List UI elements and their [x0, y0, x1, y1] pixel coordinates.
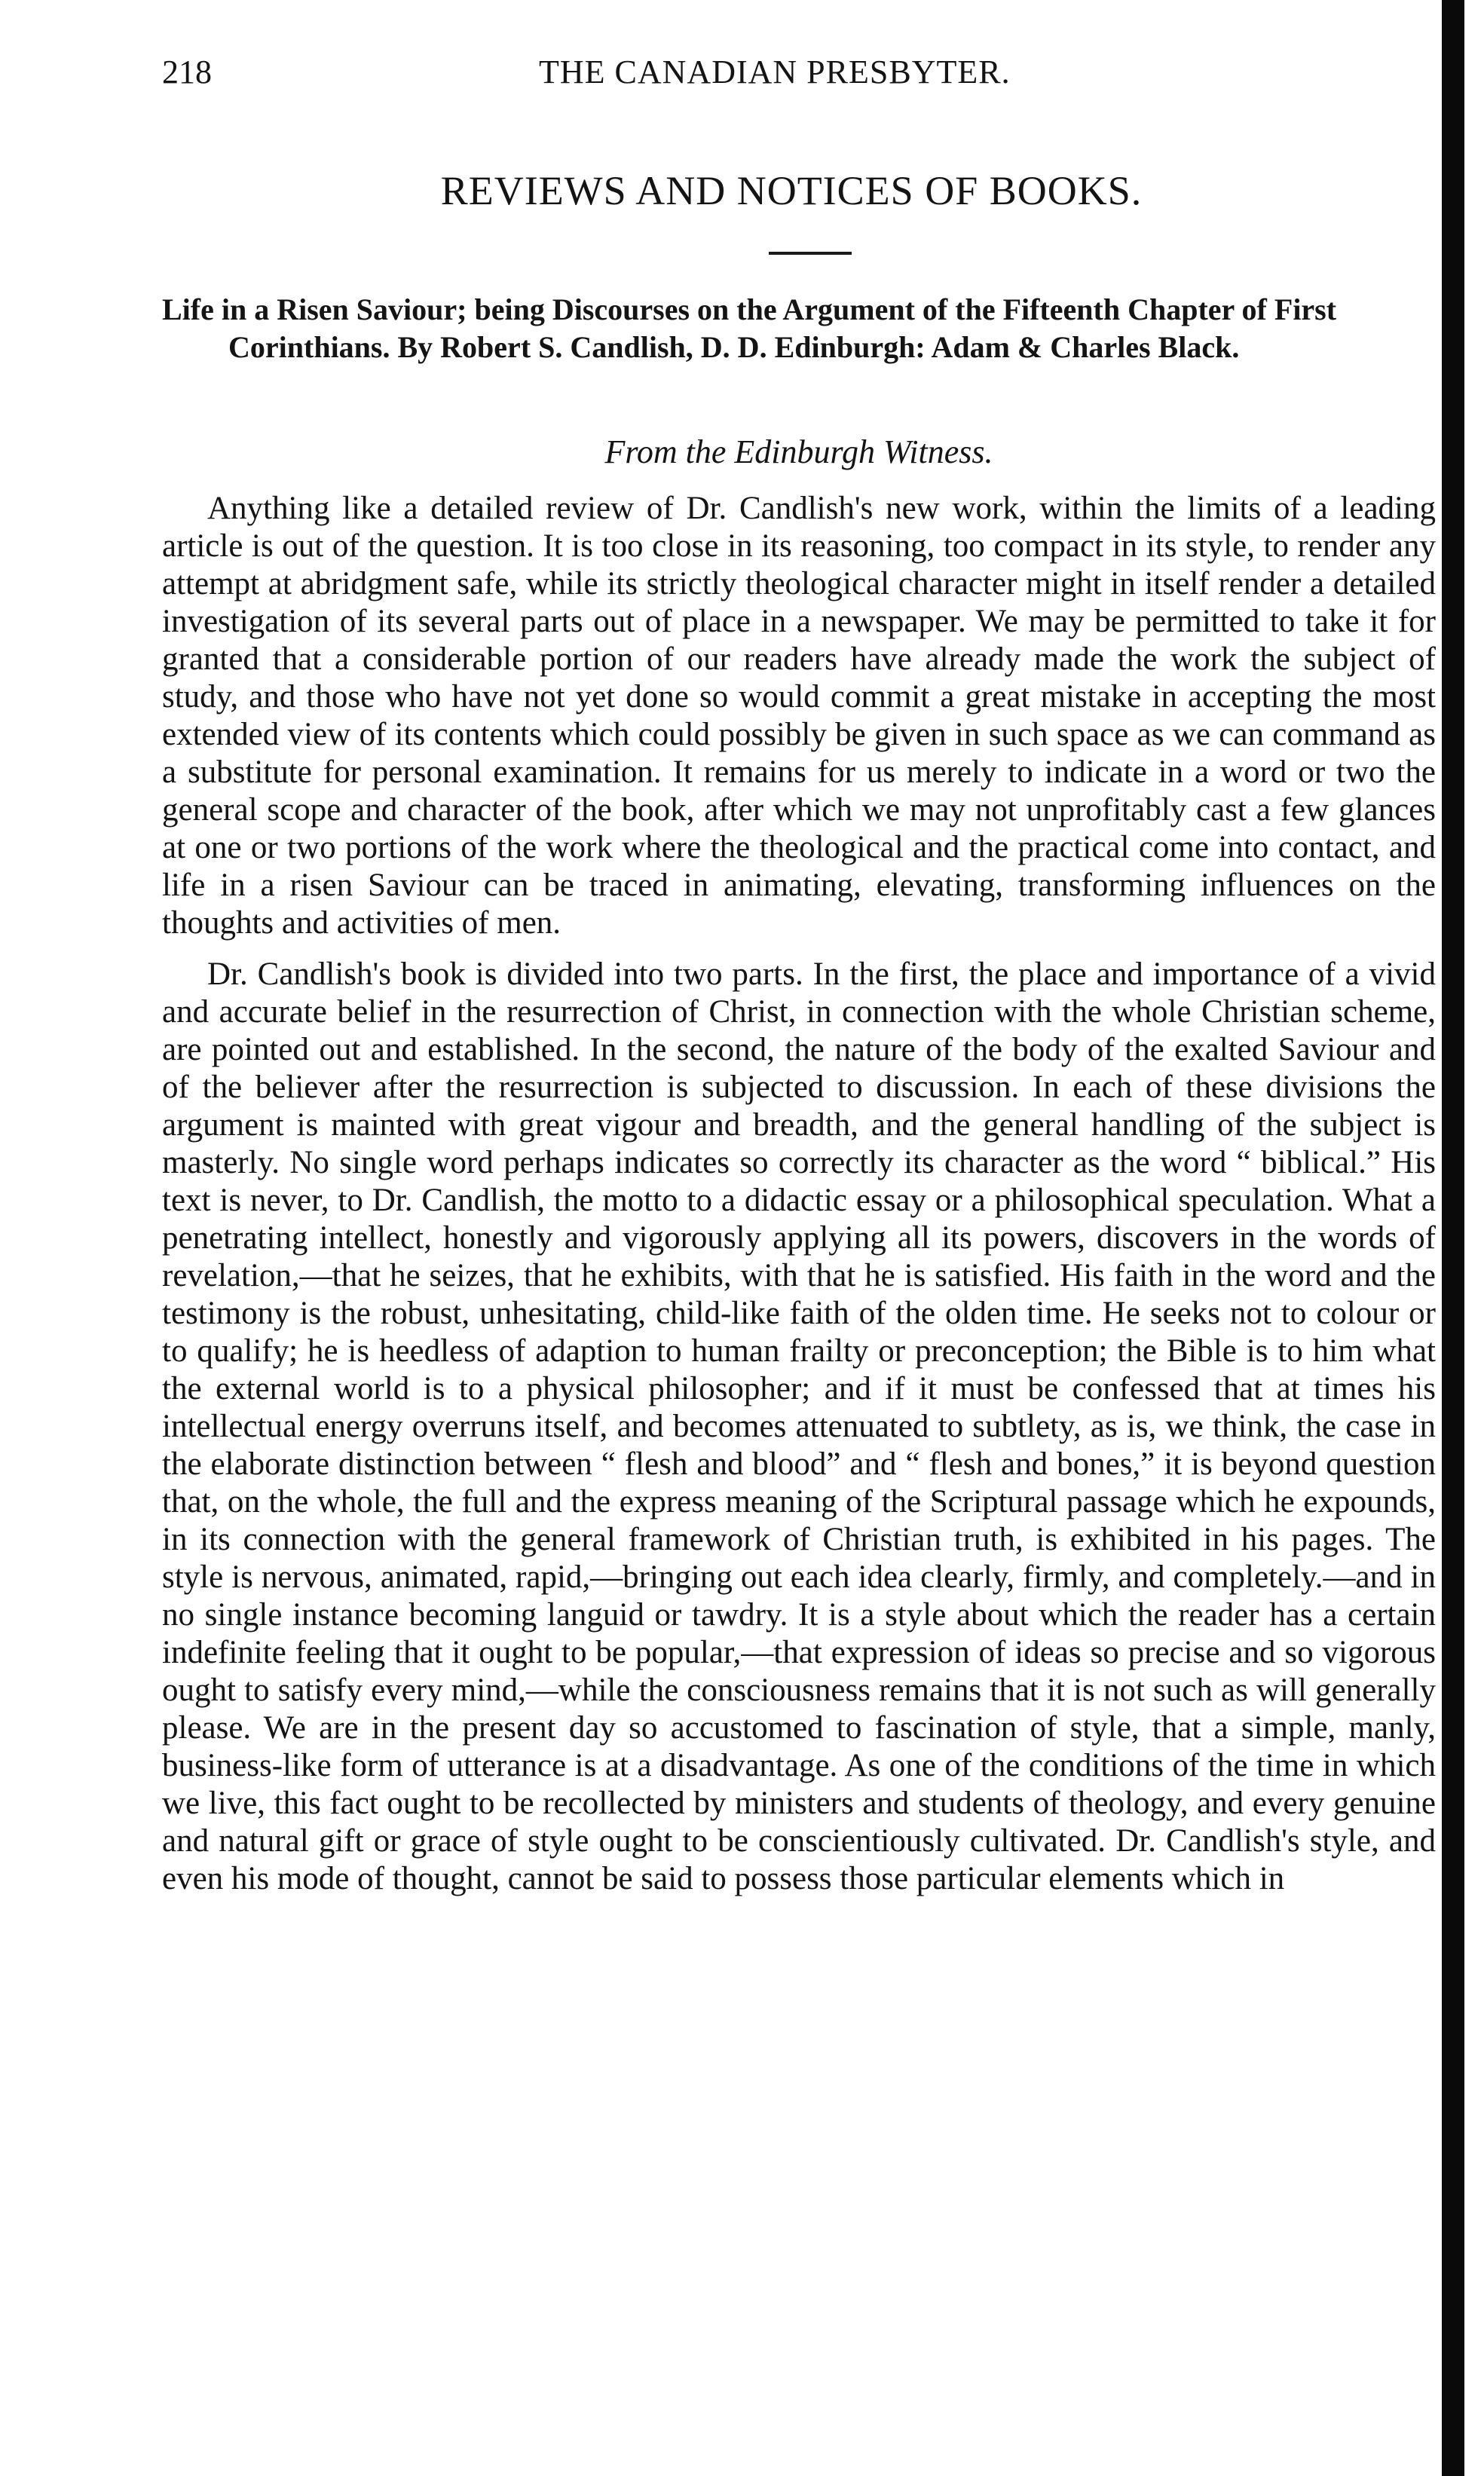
paragraph-1: Anything like a detailed review of Dr. Candlish's new work, within the limits of a leading article is out of the question. It is too close in its reasoning, too compact in its style, to render any attempt at abridgment safe, while its strictly theological character might in itself render a detailed investigation of its several parts out of place in a newspaper. We may be permitted to take it for granted that a considerable portion of our readers have already made the work the subject of study, and those who have not yet done so would commit a great mistake in accepting the most extended view of its contents which could possibly be given in such space as we can command as a substitute for personal examination. It remains for us merely to indicate in a word or two the general scope and character of the book, after which we may not unprofitably cast a few glances at one or two portions of the work where the theological and the practical come into contact, and life in a risen Saviour can be traced in animating, elevating, transforming influences on the thoughts and activities of men.: [162, 491, 1436, 941]
title-rule: [769, 252, 852, 255]
journal-title: THE CANADIAN PRESBYTER.: [539, 54, 1011, 90]
paragraph-2: Dr. Candlish's book is divided into two parts. In the first, the place and importance of a vivid and accurate belief in the resurrection of Christ, in connection with the whole Christian scheme, are pointed out and established. In the second, the nature of the body of the exalted Saviour and of the believer after the resurrection is subjected to discussion. In each of these divisions the argument is mainted with great vigour and breadth, and the general handling of the subject is masterly. No single word perhaps indicates so correctly its character as the word “ biblical.” His text is never, to Dr. Candlish, the motto to a didactic essay or a philosophical speculation. What a penetrating intellect, honestly and vigorously applying all its powers, discovers in the words of revelation,—that he seizes, that he exhibits, with that he is satisfied. His faith in the word and the testimony is the robust, unhesitating, child-like faith of the olden time. He seeks not to colour or to qualify; he is heedless of adaption to human frailty or preconception; the Bible is to him what the external world is to a physical philosopher; and if it must be confessed that at times his intellectual energy overruns itself, and becomes attenuated to subtlety, as is, we think, the case in the elaborate distinction between “ flesh and blood” and “ flesh and bones,” it is beyond question that, on the whole, the full and the express meaning of the Scriptural passage which he expounds, in its connection with the general framework of Christian truth, is exhibited in his pages. The style is nervous, animated, rapid,—bringing out each idea clearly, firmly, and completely.—and in no single instance becoming languid or tawdry. It is a style about which the reader has a certain indefinite feeling that it ought to be popular,—that expression of ideas so precise and so vigorous ought to satisfy every mind,—while the consciousness remains that it is not such as will generally please. We are in the present day so accustomed to fascination of style, that a simple, manly, business-like form of utterance is at a disadvantage. As one of the conditions of the time in which we live, this fact ought to be recollected by ministers and students of theology, and every genuine and natural gift or grace of style ought to be conscientiously cultivated. Dr. Candlish's style, and even his mode of thought, cannot be said to possess those particular elements which in: [162, 956, 1436, 1896]
running-head: [162, 45, 1436, 106]
book-citation: Life in a Risen Saviour; being Discourses on the Argument of the Fifteenth Chapter of First Corinthians. By Robert S. Candlish, D. D. Edinburgh: Adam & Charles Black.: [162, 292, 1337, 364]
page-number: 218: [162, 54, 212, 90]
review-body: [162, 490, 1436, 1911]
binding-shadow: [1442, 0, 1464, 2476]
source-line: From the Edinburgh Witness.: [604, 433, 993, 470]
section-title: REVIEWS AND NOTICES OF BOOKS.: [440, 168, 1143, 213]
